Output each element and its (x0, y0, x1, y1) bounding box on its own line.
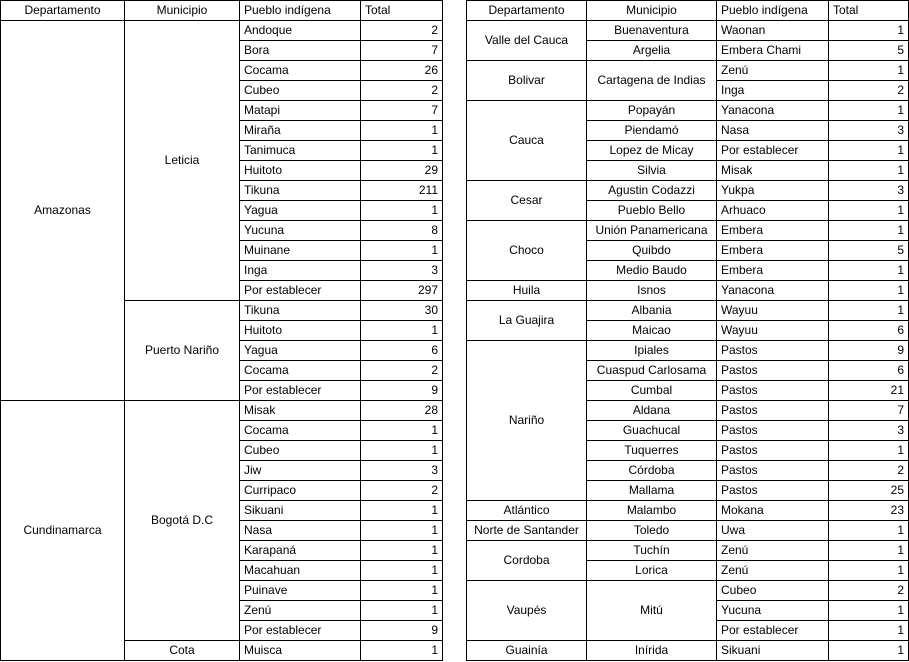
total-cell: 28 (361, 401, 443, 421)
pueblo-indigena-cell: Yucuna (240, 221, 361, 241)
pueblo-indigena-cell: Tikuna (240, 181, 361, 201)
total-cell: 6 (361, 341, 443, 361)
right-data-table (466, 0, 909, 661)
departamento-cell: Guainía (467, 641, 587, 661)
pueblo-indigena-cell: Yagua (240, 341, 361, 361)
total-cell: 9 (361, 381, 443, 401)
pueblo-indigena-cell: Inga (717, 81, 829, 101)
pueblo-indigena-cell: Yagua (240, 201, 361, 221)
pueblo-indigena-cell: Pastos (717, 421, 829, 441)
left-data-table (0, 0, 443, 661)
pueblo-indigena-cell: Tanimuca (240, 141, 361, 161)
pueblo-indigena-cell: Misak (240, 401, 361, 421)
total-cell: 1 (829, 541, 909, 561)
municipio-cell: Silvia (587, 161, 717, 181)
pueblo-indigena-cell: Cocama (240, 61, 361, 81)
total-cell: 1 (829, 161, 909, 181)
total-cell: 1 (361, 601, 443, 621)
pueblo-indigena-cell: Nasa (717, 121, 829, 141)
total-cell: 1 (829, 21, 909, 41)
pueblo-indigena-cell: Yucuna (717, 601, 829, 621)
municipio-cell: Puerto Nariño (125, 301, 240, 401)
departamento-cell: Choco (467, 221, 587, 281)
pueblo-indigena-cell: Andoque (240, 21, 361, 41)
total-cell: 5 (829, 241, 909, 261)
pueblo-indigena-cell: Tikuna (240, 301, 361, 321)
total-cell: 1 (829, 621, 909, 641)
total-cell: 3 (829, 181, 909, 201)
departamento-cell: Vaupés (467, 581, 587, 641)
total-cell: 3 (361, 461, 443, 481)
total-cell: 1 (829, 261, 909, 281)
departamento-cell: Amazonas (1, 21, 125, 401)
total-cell: 7 (361, 101, 443, 121)
municipio-cell: Tuchín (587, 541, 717, 561)
pueblo-indigena-cell: Huitoto (240, 161, 361, 181)
total-cell: 23 (829, 501, 909, 521)
pueblo-indigena-cell: Waonan (717, 21, 829, 41)
municipio-cell: Pueblo Bello (587, 201, 717, 221)
total-cell: 1 (361, 121, 443, 141)
total-cell: 1 (829, 101, 909, 121)
pueblo-indigena-cell: Uwa (717, 521, 829, 541)
total-cell: 1 (361, 241, 443, 261)
departamento-cell: Huila (467, 281, 587, 301)
pueblo-indigena-cell: Matapi (240, 101, 361, 121)
municipio-cell: Isnos (587, 281, 717, 301)
pueblo-indigena-cell: Pastos (717, 481, 829, 501)
municipio-cell: Cuaspud Carlosama (587, 361, 717, 381)
pueblo-indigena-cell: Pastos (717, 361, 829, 381)
municipio-cell: Aldana (587, 401, 717, 421)
pueblo-indigena-cell: Jiw (240, 461, 361, 481)
pueblo-indigena-cell: Curripaco (240, 481, 361, 501)
departamento-cell: Cauca (467, 101, 587, 181)
total-cell: 1 (829, 141, 909, 161)
total-cell: 9 (829, 341, 909, 361)
total-cell: 7 (829, 401, 909, 421)
total-cell: 1 (361, 581, 443, 601)
total-cell: 1 (829, 561, 909, 581)
pueblo-indigena-cell: Embera (717, 221, 829, 241)
pueblo-indigena-cell: Macahuan (240, 561, 361, 581)
table-row (467, 101, 909, 121)
total-cell: 5 (829, 41, 909, 61)
total-cell: 1 (829, 61, 909, 81)
total-cell: 26 (361, 61, 443, 81)
total-cell: 3 (829, 121, 909, 141)
municipio-cell: Lorica (587, 561, 717, 581)
total-cell: 2 (829, 81, 909, 101)
header-departamento: Departamento (467, 1, 587, 21)
total-cell: 1 (361, 421, 443, 441)
municipio-cell: Cartagena de Indias (587, 61, 717, 101)
pueblo-indigena-cell: Embera (717, 261, 829, 281)
pueblo-indigena-cell: Puinave (240, 581, 361, 601)
municipio-cell: Bogotá D.C (125, 401, 240, 641)
total-cell: 3 (829, 421, 909, 441)
pueblo-indigena-cell: Cubeo (717, 581, 829, 601)
pueblo-indigena-cell: Cocama (240, 421, 361, 441)
pueblo-indigena-cell: Wayuu (717, 321, 829, 341)
pueblo-indigena-cell: Yukpa (717, 181, 829, 201)
municipio-cell: Toledo (587, 521, 717, 541)
pueblo-indigena-cell: Sikuani (717, 641, 829, 661)
table-row (467, 581, 909, 601)
total-cell: 25 (829, 481, 909, 501)
municipio-cell: Tuquerres (587, 441, 717, 461)
total-cell: 211 (361, 181, 443, 201)
pueblo-indigena-cell: Por establecer (240, 621, 361, 641)
total-cell: 6 (829, 321, 909, 341)
total-cell: 3 (361, 261, 443, 281)
total-cell: 6 (829, 361, 909, 381)
municipio-cell: Piendamó (587, 121, 717, 141)
pueblo-indigena-cell: Pastos (717, 441, 829, 461)
pueblo-indigena-cell: Zenú (240, 601, 361, 621)
table-row (467, 341, 909, 361)
pueblo-indigena-cell: Embera (717, 241, 829, 261)
total-cell: 2 (361, 481, 443, 501)
pueblo-indigena-cell: Yanacona (717, 281, 829, 301)
total-cell: 2 (829, 461, 909, 481)
pueblo-indigena-cell: Mokana (717, 501, 829, 521)
municipio-cell: Leticia (125, 21, 240, 301)
pueblo-indigena-cell: Inga (240, 261, 361, 281)
total-cell: 1 (361, 321, 443, 341)
pueblo-indigena-cell: Por establecer (240, 281, 361, 301)
municipio-cell: Buenaventura (587, 21, 717, 41)
table-row (467, 521, 909, 541)
table-row (467, 221, 909, 241)
departamento-cell: Nariño (467, 341, 587, 501)
municipio-cell: Cumbal (587, 381, 717, 401)
header-row (1, 1, 443, 21)
total-cell: 2 (361, 21, 443, 41)
total-cell: 21 (829, 381, 909, 401)
pueblo-indigena-cell: Arhuaco (717, 201, 829, 221)
municipio-cell: Maicao (587, 321, 717, 341)
pueblo-indigena-cell: Pastos (717, 401, 829, 421)
table-row (467, 61, 909, 81)
total-cell: 7 (361, 41, 443, 61)
municipio-cell: Mallama (587, 481, 717, 501)
pueblo-indigena-cell: Zenú (717, 61, 829, 81)
total-cell: 1 (829, 201, 909, 221)
header-municipio: Municipio (587, 1, 717, 21)
total-cell: 9 (361, 621, 443, 641)
table-row (467, 181, 909, 201)
total-cell: 1 (361, 141, 443, 161)
pueblo-indigena-cell: Pastos (717, 381, 829, 401)
header-total: Total (361, 1, 443, 21)
pueblo-indigena-cell: Por establecer (717, 621, 829, 641)
total-cell: 1 (829, 221, 909, 241)
departamento-cell: Bolivar (467, 61, 587, 101)
pueblo-indigena-cell: Wayuu (717, 301, 829, 321)
header-pueblo-indigena: Pueblo indígena (717, 1, 829, 21)
municipio-cell: Medio Baudo (587, 261, 717, 281)
pueblo-indigena-cell: Por establecer (717, 141, 829, 161)
pueblo-indigena-cell: Bora (240, 41, 361, 61)
total-cell: 1 (829, 601, 909, 621)
pueblo-indigena-cell: Cocama (240, 361, 361, 381)
pueblo-indigena-cell: Yanacona (717, 101, 829, 121)
table-row (467, 21, 909, 41)
table-row (467, 301, 909, 321)
header-municipio: Municipio (125, 1, 240, 21)
header-departamento: Departamento (1, 1, 125, 21)
total-cell: 297 (361, 281, 443, 301)
table-row (467, 641, 909, 661)
municipio-cell: Inírida (587, 641, 717, 661)
total-cell: 2 (829, 581, 909, 601)
pueblo-indigena-cell: Huitoto (240, 321, 361, 341)
total-cell: 8 (361, 221, 443, 241)
pueblo-indigena-cell: Nasa (240, 521, 361, 541)
total-cell: 1 (361, 541, 443, 561)
total-cell: 1 (361, 441, 443, 461)
pueblo-indigena-cell: Zenú (717, 541, 829, 561)
pueblo-indigena-cell: Zenú (717, 561, 829, 581)
table-row (1, 401, 443, 421)
municipio-cell: Agustin Codazzi (587, 181, 717, 201)
municipio-cell: Córdoba (587, 461, 717, 481)
departamento-cell: Cesar (467, 181, 587, 221)
header-pueblo-indigena: Pueblo indígena (240, 1, 361, 21)
departamento-cell: Cundinamarca (1, 401, 125, 661)
table-row (467, 281, 909, 301)
pueblo-indigena-cell: Miraña (240, 121, 361, 141)
departamento-cell: Cordoba (467, 541, 587, 581)
departamento-cell: Norte de Santander (467, 521, 587, 541)
departamento-cell: Valle del Cauca (467, 21, 587, 61)
municipio-cell: Albania (587, 301, 717, 321)
municipio-cell: Popayán (587, 101, 717, 121)
total-cell: 2 (361, 361, 443, 381)
total-cell: 1 (361, 521, 443, 541)
total-cell: 1 (361, 641, 443, 661)
total-cell: 29 (361, 161, 443, 181)
table-row (467, 541, 909, 561)
pueblo-indigena-cell: Karapaná (240, 541, 361, 561)
municipio-cell: Mitú (587, 581, 717, 641)
total-cell: 1 (829, 441, 909, 461)
departamento-cell: Atlántico (467, 501, 587, 521)
total-cell: 1 (829, 281, 909, 301)
total-cell: 1 (829, 641, 909, 661)
municipio-cell: Lopez de Micay (587, 141, 717, 161)
municipio-cell: Ipiales (587, 341, 717, 361)
total-cell: 1 (829, 521, 909, 541)
pueblo-indigena-cell: Cubeo (240, 81, 361, 101)
table-row (467, 501, 909, 521)
table-row (1, 21, 443, 41)
pueblo-indigena-cell: Muinane (240, 241, 361, 261)
total-cell: 1 (829, 301, 909, 321)
header-row (467, 1, 909, 21)
pueblo-indigena-cell: Cubeo (240, 441, 361, 461)
pueblo-indigena-cell: Muisca (240, 641, 361, 661)
total-cell: 1 (361, 561, 443, 581)
municipio-cell: Unión Panamericana (587, 221, 717, 241)
pueblo-indigena-cell: Embera Chami (717, 41, 829, 61)
pueblo-indigena-cell: Por establecer (240, 381, 361, 401)
total-cell: 1 (361, 201, 443, 221)
municipio-cell: Cota (125, 641, 240, 661)
municipio-cell: Argelia (587, 41, 717, 61)
municipio-cell: Quibdo (587, 241, 717, 261)
total-cell: 30 (361, 301, 443, 321)
pueblo-indigena-cell: Sikuani (240, 501, 361, 521)
departamento-cell: La Guajira (467, 301, 587, 341)
pueblo-indigena-cell: Misak (717, 161, 829, 181)
pueblo-indigena-cell: Pastos (717, 341, 829, 361)
pueblo-indigena-cell: Pastos (717, 461, 829, 481)
municipio-cell: Malambo (587, 501, 717, 521)
header-total: Total (829, 1, 909, 21)
total-cell: 1 (361, 501, 443, 521)
total-cell: 2 (361, 81, 443, 101)
municipio-cell: Guachucal (587, 421, 717, 441)
